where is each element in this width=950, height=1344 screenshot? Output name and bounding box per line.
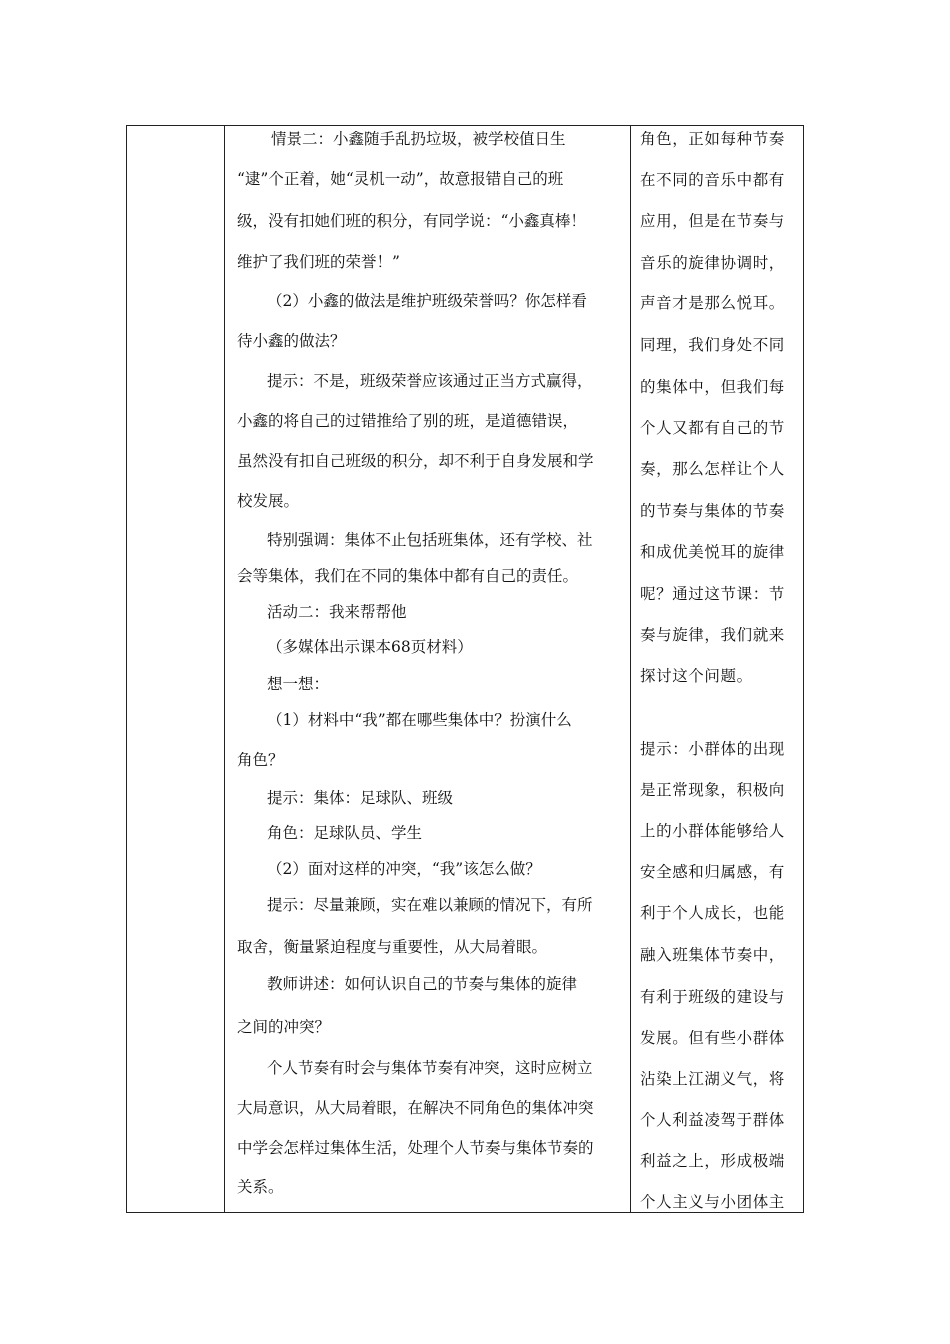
- side-line: 利益之上，形成极端: [640, 1152, 785, 1170]
- content-line: 中学会怎样过集体生活，处理个人节奏与集体节奏的: [237, 1139, 594, 1157]
- content-line: “逮”个正着，她“灵机一动”，故意报错自己的班: [237, 170, 564, 188]
- content-line: （2）小鑫的做法是维护班级荣誉吗？你怎样看: [267, 292, 587, 310]
- content-line: 教师讲述：如何认识自己的节奏与集体的旋律: [267, 975, 578, 993]
- content-line: 虽然没有扣自己班级的积分，却不利于自身发展和学: [237, 452, 594, 470]
- side-line: 融入班集体节奏中，: [640, 946, 785, 964]
- lesson-table: [126, 125, 804, 1213]
- side-line: 提示：小群体的出现: [640, 740, 785, 758]
- content-line: 角色？: [237, 751, 284, 769]
- side-line: 有利于班级的建设与: [640, 988, 785, 1006]
- side-line: 上的小群体能够给人: [640, 822, 785, 840]
- content-line: （1）材料中“我”都在哪些集体中？扮演什么: [267, 711, 572, 729]
- content-line: （多媒体出示课本68页材料）: [267, 638, 473, 656]
- column-divider: [224, 126, 225, 1212]
- side-line: 角色，正如每种节奏: [640, 130, 785, 148]
- side-line: 应用，但是在节奏与: [640, 212, 785, 230]
- side-line: 奏，那么怎样让个人: [640, 460, 785, 478]
- content-line: 关系。: [237, 1178, 284, 1196]
- side-line: 在不同的音乐中都有: [640, 171, 785, 189]
- side-line: 和成优美悦耳的旋律: [640, 543, 785, 561]
- content-line: 维护了我们班的荣誉！”: [237, 253, 400, 271]
- side-line: 探讨这个问题。: [640, 667, 753, 685]
- content-line: 角色：足球队员、学生: [267, 824, 423, 842]
- content-line: 会等集体，我们在不同的集体中都有自己的责任。: [237, 567, 579, 585]
- side-line: 发展。但有些小群体: [640, 1029, 785, 1047]
- side-line: 沾染上江湖义气，将: [640, 1070, 785, 1088]
- side-line: 的节奏与集体的节奏: [640, 502, 785, 520]
- side-line: 奏与旋律，我们就来: [640, 626, 785, 644]
- side-line: 音乐的旋律协调时，: [640, 254, 785, 272]
- side-line: 是正常现象，积极向: [640, 781, 785, 799]
- content-line: 特别强调：集体不止包括班集体，还有学校、社: [267, 531, 593, 549]
- teaching-content-column: [225, 126, 630, 1196]
- side-line: 声音才是那么悦耳。: [640, 294, 785, 312]
- content-line: 想一想：: [267, 675, 330, 693]
- content-line: 活动二：我来帮帮他: [267, 603, 407, 621]
- content-line: 提示：集体：足球队、班级: [267, 789, 454, 807]
- content-line: 提示：尽量兼顾，实在难以兼顾的情况下，有所: [267, 896, 593, 914]
- side-line: 利于个人成长，也能: [640, 904, 785, 922]
- side-line: 同理，我们身处不同: [640, 336, 785, 354]
- side-line: 个人利益凌驾于群体: [640, 1111, 785, 1129]
- content-line: 校发展。: [237, 492, 300, 510]
- content-line: 大局意识，从大局着眼，在解决不同角色的集体冲突: [237, 1099, 594, 1117]
- content-line: （2）面对这样的冲突，“我”该怎么做？: [267, 860, 541, 878]
- column-divider: [630, 126, 631, 1212]
- side-line: 个人主义与小团体主: [640, 1193, 785, 1211]
- side-line: 个人又都有自己的节: [640, 419, 785, 437]
- content-line: 之间的冲突？: [237, 1018, 331, 1036]
- content-line: 小鑫的将自己的过错推给了别的班，是道德错误，: [237, 412, 579, 430]
- side-line: 的集体中，但我们每: [640, 378, 785, 396]
- side-line: 呢？通过这节课：节: [640, 585, 785, 603]
- content-line: 待小鑫的做法？: [237, 332, 346, 350]
- content-line: 级，没有扣她们班的积分，有同学说：“小鑫真棒！: [237, 212, 586, 230]
- side-line: 安全感和归属感，有: [640, 863, 785, 881]
- content-line: 提示：不是，班级荣誉应该通过正当方式赢得，: [267, 372, 593, 390]
- content-line: 取舍，衡量紧迫程度与重要性，从大局着眼。: [237, 938, 548, 956]
- content-line: 情景二：小鑫随手乱扔垃圾，被学校值日生: [271, 130, 566, 148]
- content-line: 个人节奏有时会与集体节奏有冲突，这时应树立: [267, 1059, 593, 1077]
